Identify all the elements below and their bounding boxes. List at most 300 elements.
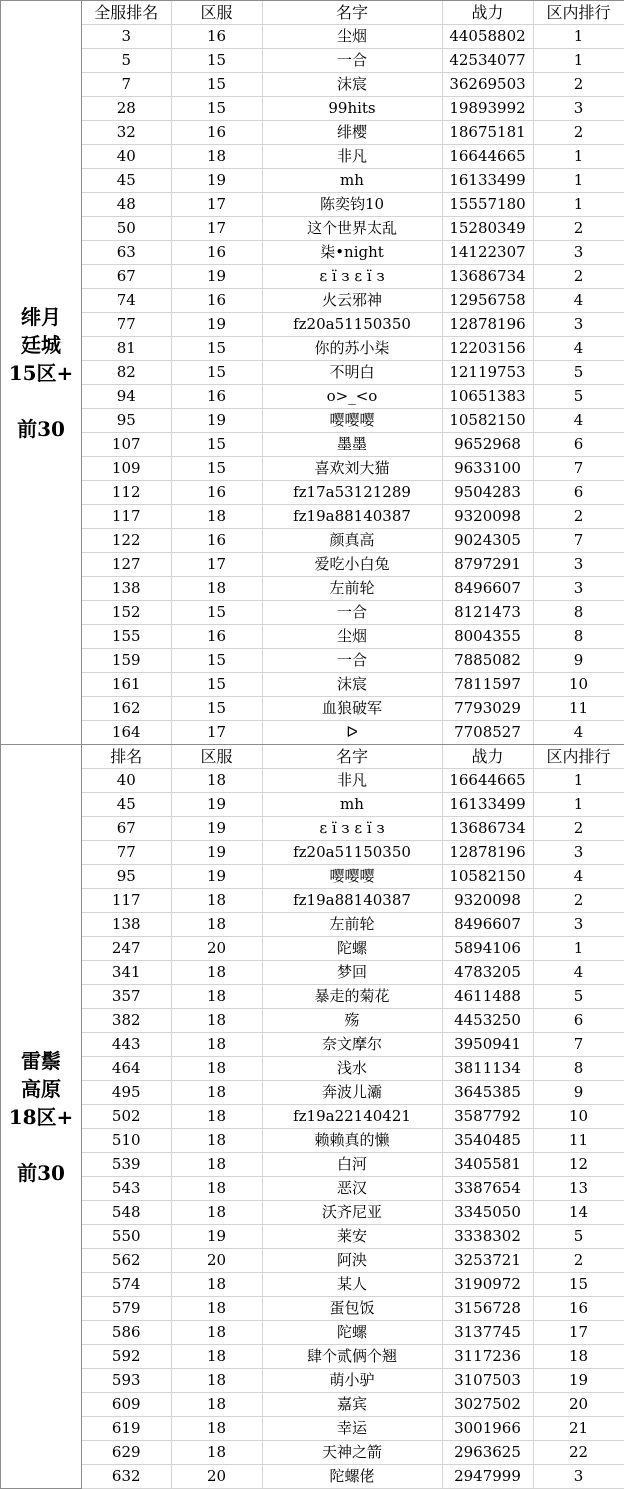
header-cell: 区服	[171, 745, 262, 769]
zone-rank-cell: 3	[533, 553, 624, 577]
power-cell: 9320098	[442, 505, 533, 529]
rank-cell: 28	[82, 97, 171, 121]
zone-rank-cell: 10	[533, 673, 624, 697]
power-cell: 3345050	[442, 1201, 533, 1225]
power-cell: 16644665	[442, 769, 533, 793]
power-cell: 3387654	[442, 1177, 533, 1201]
name-cell: 沃齐尼亚	[262, 1201, 442, 1225]
name-cell: 尘烟	[262, 25, 442, 49]
power-cell: 3190972	[442, 1273, 533, 1297]
rank-cell: 579	[82, 1297, 171, 1321]
power-cell: 16644665	[442, 145, 533, 169]
zone-rank-cell: 2	[533, 505, 624, 529]
table-row	[82, 1225, 624, 1249]
power-cell: 5894106	[442, 937, 533, 961]
power-cell: 15280349	[442, 217, 533, 241]
zone-cell: 16	[171, 25, 262, 49]
rank-cell: 609	[82, 1393, 171, 1417]
header-row	[82, 745, 624, 769]
rank-cell: 95	[82, 409, 171, 433]
rank-cell: 619	[82, 1417, 171, 1441]
name-cell: 99hits	[262, 97, 442, 121]
power-cell: 3811134	[442, 1057, 533, 1081]
zone-rank-cell: 3	[533, 913, 624, 937]
rank-cell: 48	[82, 193, 171, 217]
power-cell: 3338302	[442, 1225, 533, 1249]
zone-rank-cell: 2	[533, 265, 624, 289]
power-cell: 2963625	[442, 1441, 533, 1465]
zone-rank-cell: 12	[533, 1153, 624, 1177]
group-label-text	[9, 1047, 74, 1187]
zone-rank-cell: 5	[533, 385, 624, 409]
group-label-cell	[0, 1, 82, 744]
table-row	[82, 289, 624, 313]
zone-rank-cell: 14	[533, 1201, 624, 1225]
name-cell: 嘤嘤嘤	[262, 865, 442, 889]
zone-cell: 18	[171, 1201, 262, 1225]
power-cell: 16133499	[442, 169, 533, 193]
rank-cell: 548	[82, 1201, 171, 1225]
rank-cell: 357	[82, 985, 171, 1009]
name-cell: 非凡	[262, 769, 442, 793]
name-cell: 沫宸	[262, 73, 442, 97]
table-row	[82, 1249, 624, 1273]
power-cell: 8121473	[442, 601, 533, 625]
rank-cell: 95	[82, 865, 171, 889]
name-cell: 陀螺	[262, 1321, 442, 1345]
rank-cell: 82	[82, 361, 171, 385]
power-cell: 12878196	[442, 313, 533, 337]
table-row	[82, 553, 624, 577]
rank-cell: 107	[82, 433, 171, 457]
header-cell: 全服排名	[82, 1, 171, 25]
name-cell: 天神之箭	[262, 1441, 442, 1465]
zone-cell: 16	[171, 289, 262, 313]
name-cell: 血狼破军	[262, 697, 442, 721]
table-row	[82, 913, 624, 937]
zone-cell: 18	[171, 1417, 262, 1441]
zone-rank-cell: 1	[533, 25, 624, 49]
rank-cell: 495	[82, 1081, 171, 1105]
rank-cell: 341	[82, 961, 171, 985]
rank-cell: 67	[82, 817, 171, 841]
zone-cell: 18	[171, 769, 262, 793]
table-row	[82, 169, 624, 193]
power-cell: 12203156	[442, 337, 533, 361]
zone-rank-cell: 9	[533, 1081, 624, 1105]
table-row	[82, 1201, 624, 1225]
zone-cell: 18	[171, 1393, 262, 1417]
zone-cell: 18	[171, 889, 262, 913]
zone-rank-cell: 3	[533, 841, 624, 865]
zone-cell: 19	[171, 841, 262, 865]
table-row	[82, 1369, 624, 1393]
power-cell: 3107503	[442, 1369, 533, 1393]
power-cell: 19893992	[442, 97, 533, 121]
zone-rank-cell: 5	[533, 1225, 624, 1249]
table-row	[82, 385, 624, 409]
zone-rank-cell: 8	[533, 625, 624, 649]
rank-cell: 7	[82, 73, 171, 97]
group-label-spacer	[9, 387, 74, 415]
rank-cell: 443	[82, 1033, 171, 1057]
rank-cell: 117	[82, 505, 171, 529]
table-row	[82, 769, 624, 793]
zone-cell: 17	[171, 721, 262, 745]
group-label-line: 雷鬃	[21, 1048, 61, 1073]
power-cell: 10582150	[442, 865, 533, 889]
table-row	[82, 193, 624, 217]
name-cell: 幸运	[262, 1417, 442, 1441]
zone-rank-cell: 5	[533, 361, 624, 385]
zone-cell: 19	[171, 1225, 262, 1249]
table-row	[82, 625, 624, 649]
power-cell: 12878196	[442, 841, 533, 865]
power-cell: 3540485	[442, 1129, 533, 1153]
zone-rank-cell: 2	[533, 121, 624, 145]
power-cell: 3405581	[442, 1153, 533, 1177]
group-label-line: 15区+	[8, 360, 74, 385]
rank-cell: 94	[82, 385, 171, 409]
zone-rank-cell: 8	[533, 1057, 624, 1081]
power-cell: 9652968	[442, 433, 533, 457]
power-cell: 42534077	[442, 49, 533, 73]
name-cell: ᐅ	[262, 721, 442, 745]
zone-cell: 18	[171, 913, 262, 937]
power-cell: 13686734	[442, 817, 533, 841]
table-row	[82, 1273, 624, 1297]
group-label-line: 高原	[21, 1076, 61, 1101]
name-cell: 墨墨	[262, 433, 442, 457]
ranking-table	[82, 745, 624, 1489]
name-cell: 嘤嘤嘤	[262, 409, 442, 433]
table-row	[82, 121, 624, 145]
rank-cell: 164	[82, 721, 171, 745]
zone-rank-cell: 5	[533, 985, 624, 1009]
zone-cell: 18	[171, 1129, 262, 1153]
name-cell: 你的苏小柒	[262, 337, 442, 361]
zone-rank-cell: 3	[533, 1465, 624, 1489]
power-cell: 10651383	[442, 385, 533, 409]
zone-cell: 15	[171, 361, 262, 385]
rank-cell: 562	[82, 1249, 171, 1273]
zone-cell: 18	[171, 961, 262, 985]
zone-cell: 15	[171, 457, 262, 481]
table-row	[82, 1441, 624, 1465]
zone-cell: 16	[171, 481, 262, 505]
zone-rank-cell: 15	[533, 1273, 624, 1297]
power-cell: 7811597	[442, 673, 533, 697]
zone-cell: 18	[171, 1345, 262, 1369]
table-row	[82, 97, 624, 121]
rank-cell: 592	[82, 1345, 171, 1369]
name-cell: o>_<o	[262, 385, 442, 409]
name-cell: 殇	[262, 1009, 442, 1033]
name-cell: fz20a51150350	[262, 313, 442, 337]
name-cell: fz19a88140387	[262, 505, 442, 529]
name-cell: ε ï з ε ï з	[262, 265, 442, 289]
table-row	[82, 1129, 624, 1153]
zone-rank-cell: 6	[533, 1009, 624, 1033]
power-cell: 44058802	[442, 25, 533, 49]
rank-cell: 127	[82, 553, 171, 577]
zone-cell: 15	[171, 49, 262, 73]
zone-rank-cell: 4	[533, 721, 624, 745]
table-row	[82, 73, 624, 97]
name-cell: fz19a88140387	[262, 889, 442, 913]
name-cell: 非凡	[262, 145, 442, 169]
name-cell: 一合	[262, 49, 442, 73]
name-cell: 喜欢刘大猫	[262, 457, 442, 481]
name-cell: 恶汉	[262, 1177, 442, 1201]
table-row	[82, 145, 624, 169]
zone-rank-cell: 17	[533, 1321, 624, 1345]
name-cell: 奈文摩尔	[262, 1033, 442, 1057]
rank-cell: 593	[82, 1369, 171, 1393]
name-cell: fz19a22140421	[262, 1105, 442, 1129]
zone-rank-cell: 3	[533, 577, 624, 601]
table-row	[82, 505, 624, 529]
group-label-line: 绯月	[21, 304, 61, 329]
zone-cell: 20	[171, 1249, 262, 1273]
name-cell: 左前轮	[262, 913, 442, 937]
name-cell: 爱吃小白兔	[262, 553, 442, 577]
zone-rank-cell: 4	[533, 865, 624, 889]
rank-cell: 539	[82, 1153, 171, 1177]
rank-cell: 161	[82, 673, 171, 697]
zone-rank-cell: 2	[533, 1249, 624, 1273]
table-row	[82, 937, 624, 961]
power-cell: 3156728	[442, 1297, 533, 1321]
zone-cell: 18	[171, 1009, 262, 1033]
zone-rank-cell: 1	[533, 49, 624, 73]
zone-rank-cell: 3	[533, 241, 624, 265]
name-cell: 不明白	[262, 361, 442, 385]
power-cell: 2947999	[442, 1465, 533, 1489]
zone-cell: 15	[171, 337, 262, 361]
zone-rank-cell: 11	[533, 1129, 624, 1153]
rank-cell: 50	[82, 217, 171, 241]
power-cell: 9504283	[442, 481, 533, 505]
header-cell: 名字	[262, 745, 442, 769]
zone-cell: 15	[171, 673, 262, 697]
table-row	[82, 1417, 624, 1441]
zone-rank-cell: 2	[533, 73, 624, 97]
rank-cell: 138	[82, 913, 171, 937]
zone-cell: 19	[171, 265, 262, 289]
zone-rank-cell: 2	[533, 817, 624, 841]
power-cell: 7708527	[442, 721, 533, 745]
table-row	[82, 673, 624, 697]
ranking-table	[82, 1, 624, 745]
rank-cell: 45	[82, 793, 171, 817]
table-row	[82, 1153, 624, 1177]
name-cell: 尘烟	[262, 625, 442, 649]
name-cell: 肆个贰俩个翘	[262, 1345, 442, 1369]
table-row	[82, 433, 624, 457]
zone-rank-cell: 13	[533, 1177, 624, 1201]
zone-rank-cell: 8	[533, 601, 624, 625]
name-cell: mh	[262, 169, 442, 193]
power-cell: 14122307	[442, 241, 533, 265]
name-cell: 绯樱	[262, 121, 442, 145]
header-row	[82, 1, 624, 25]
rank-cell: 109	[82, 457, 171, 481]
table-row	[82, 865, 624, 889]
zone-cell: 18	[171, 577, 262, 601]
zone-cell: 18	[171, 1105, 262, 1129]
zone-cell: 18	[171, 1153, 262, 1177]
zone-rank-cell: 7	[533, 457, 624, 481]
rank-cell: 67	[82, 265, 171, 289]
zone-cell: 15	[171, 697, 262, 721]
group-label-line: 廷城	[21, 332, 61, 357]
zone-rank-cell: 18	[533, 1345, 624, 1369]
name-cell: 萌小驴	[262, 1369, 442, 1393]
table-row	[82, 1009, 624, 1033]
name-cell: 赖赖真的懒	[262, 1129, 442, 1153]
zone-rank-cell: 7	[533, 529, 624, 553]
rank-cell: 502	[82, 1105, 171, 1129]
zone-rank-cell: 19	[533, 1369, 624, 1393]
zone-rank-cell: 3	[533, 97, 624, 121]
header-cell: 战力	[442, 745, 533, 769]
group-label-line: 前30	[17, 416, 65, 441]
group-label-line: 18区+	[8, 1104, 74, 1129]
rank-cell: 40	[82, 145, 171, 169]
rank-cell: 77	[82, 313, 171, 337]
zone-rank-cell: 20	[533, 1393, 624, 1417]
name-cell: 火云邪神	[262, 289, 442, 313]
table-row	[82, 721, 624, 745]
rank-cell: 112	[82, 481, 171, 505]
power-cell: 4783205	[442, 961, 533, 985]
name-cell: 某人	[262, 1273, 442, 1297]
name-cell: 莱安	[262, 1225, 442, 1249]
zone-rank-cell: 4	[533, 409, 624, 433]
table-row	[82, 409, 624, 433]
table-row	[82, 985, 624, 1009]
name-cell: 梦回	[262, 961, 442, 985]
group-label-cell	[0, 745, 82, 1488]
table-row	[82, 961, 624, 985]
table-row	[82, 529, 624, 553]
rank-cell: 550	[82, 1225, 171, 1249]
table-row	[82, 1033, 624, 1057]
power-cell: 3117236	[442, 1345, 533, 1369]
table-row	[82, 481, 624, 505]
table-row	[82, 25, 624, 49]
section-leizong-gaoyuan	[0, 744, 624, 1489]
zone-cell: 17	[171, 193, 262, 217]
name-cell: 陀螺	[262, 937, 442, 961]
zone-cell: 19	[171, 817, 262, 841]
rank-cell: 464	[82, 1057, 171, 1081]
power-cell: 9633100	[442, 457, 533, 481]
rank-cell: 81	[82, 337, 171, 361]
zone-rank-cell: 6	[533, 433, 624, 457]
power-cell: 12956758	[442, 289, 533, 313]
power-cell: 7793029	[442, 697, 533, 721]
power-cell: 3027502	[442, 1393, 533, 1417]
power-cell: 8004355	[442, 625, 533, 649]
power-cell: 3645385	[442, 1081, 533, 1105]
rank-cell: 3	[82, 25, 171, 49]
zone-cell: 18	[171, 1081, 262, 1105]
zone-cell: 16	[171, 241, 262, 265]
rank-cell: 574	[82, 1273, 171, 1297]
zone-rank-cell: 4	[533, 961, 624, 985]
zone-cell: 18	[171, 1297, 262, 1321]
name-cell: 蛋包饭	[262, 1297, 442, 1321]
zone-cell: 19	[171, 409, 262, 433]
rank-cell: 155	[82, 625, 171, 649]
rank-cell: 247	[82, 937, 171, 961]
table-row	[82, 697, 624, 721]
name-cell: 白河	[262, 1153, 442, 1177]
zone-rank-cell: 1	[533, 145, 624, 169]
table-row	[82, 49, 624, 73]
zone-cell: 16	[171, 385, 262, 409]
table-row	[82, 841, 624, 865]
rank-cell: 40	[82, 769, 171, 793]
table-row	[82, 889, 624, 913]
rank-cell: 5	[82, 49, 171, 73]
zone-rank-cell: 16	[533, 1297, 624, 1321]
name-cell: 颜真高	[262, 529, 442, 553]
power-cell: 18675181	[442, 121, 533, 145]
zone-rank-cell: 10	[533, 1105, 624, 1129]
rank-cell: 152	[82, 601, 171, 625]
zone-cell: 18	[171, 1033, 262, 1057]
table-row	[82, 265, 624, 289]
zone-cell: 18	[171, 1441, 262, 1465]
name-cell: 这个世界太乱	[262, 217, 442, 241]
name-cell: 柒•night	[262, 241, 442, 265]
rank-cell: 629	[82, 1441, 171, 1465]
rank-cell: 159	[82, 649, 171, 673]
table-row	[82, 1081, 624, 1105]
name-cell: 陈奕钧10	[262, 193, 442, 217]
zone-rank-cell: 1	[533, 193, 624, 217]
zone-cell: 18	[171, 145, 262, 169]
power-cell: 3253721	[442, 1249, 533, 1273]
power-cell: 3137745	[442, 1321, 533, 1345]
rank-cell: 32	[82, 121, 171, 145]
table-row	[82, 793, 624, 817]
zone-rank-cell: 22	[533, 1441, 624, 1465]
name-cell: 阿泱	[262, 1249, 442, 1273]
rank-cell: 122	[82, 529, 171, 553]
power-cell: 36269503	[442, 73, 533, 97]
zone-rank-cell: 21	[533, 1417, 624, 1441]
zone-cell: 18	[171, 1177, 262, 1201]
header-cell: 战力	[442, 1, 533, 25]
power-cell: 3587792	[442, 1105, 533, 1129]
header-cell: 排名	[82, 745, 171, 769]
power-cell: 9024305	[442, 529, 533, 553]
name-cell: 沫宸	[262, 673, 442, 697]
section-feiyue-tingcheng	[0, 0, 624, 744]
power-cell: 4611488	[442, 985, 533, 1009]
zone-cell: 20	[171, 1465, 262, 1489]
table-row	[82, 1057, 624, 1081]
zone-rank-cell: 9	[533, 649, 624, 673]
table-row	[82, 313, 624, 337]
table-row	[82, 1465, 624, 1489]
zone-cell: 15	[171, 649, 262, 673]
power-cell: 13686734	[442, 265, 533, 289]
